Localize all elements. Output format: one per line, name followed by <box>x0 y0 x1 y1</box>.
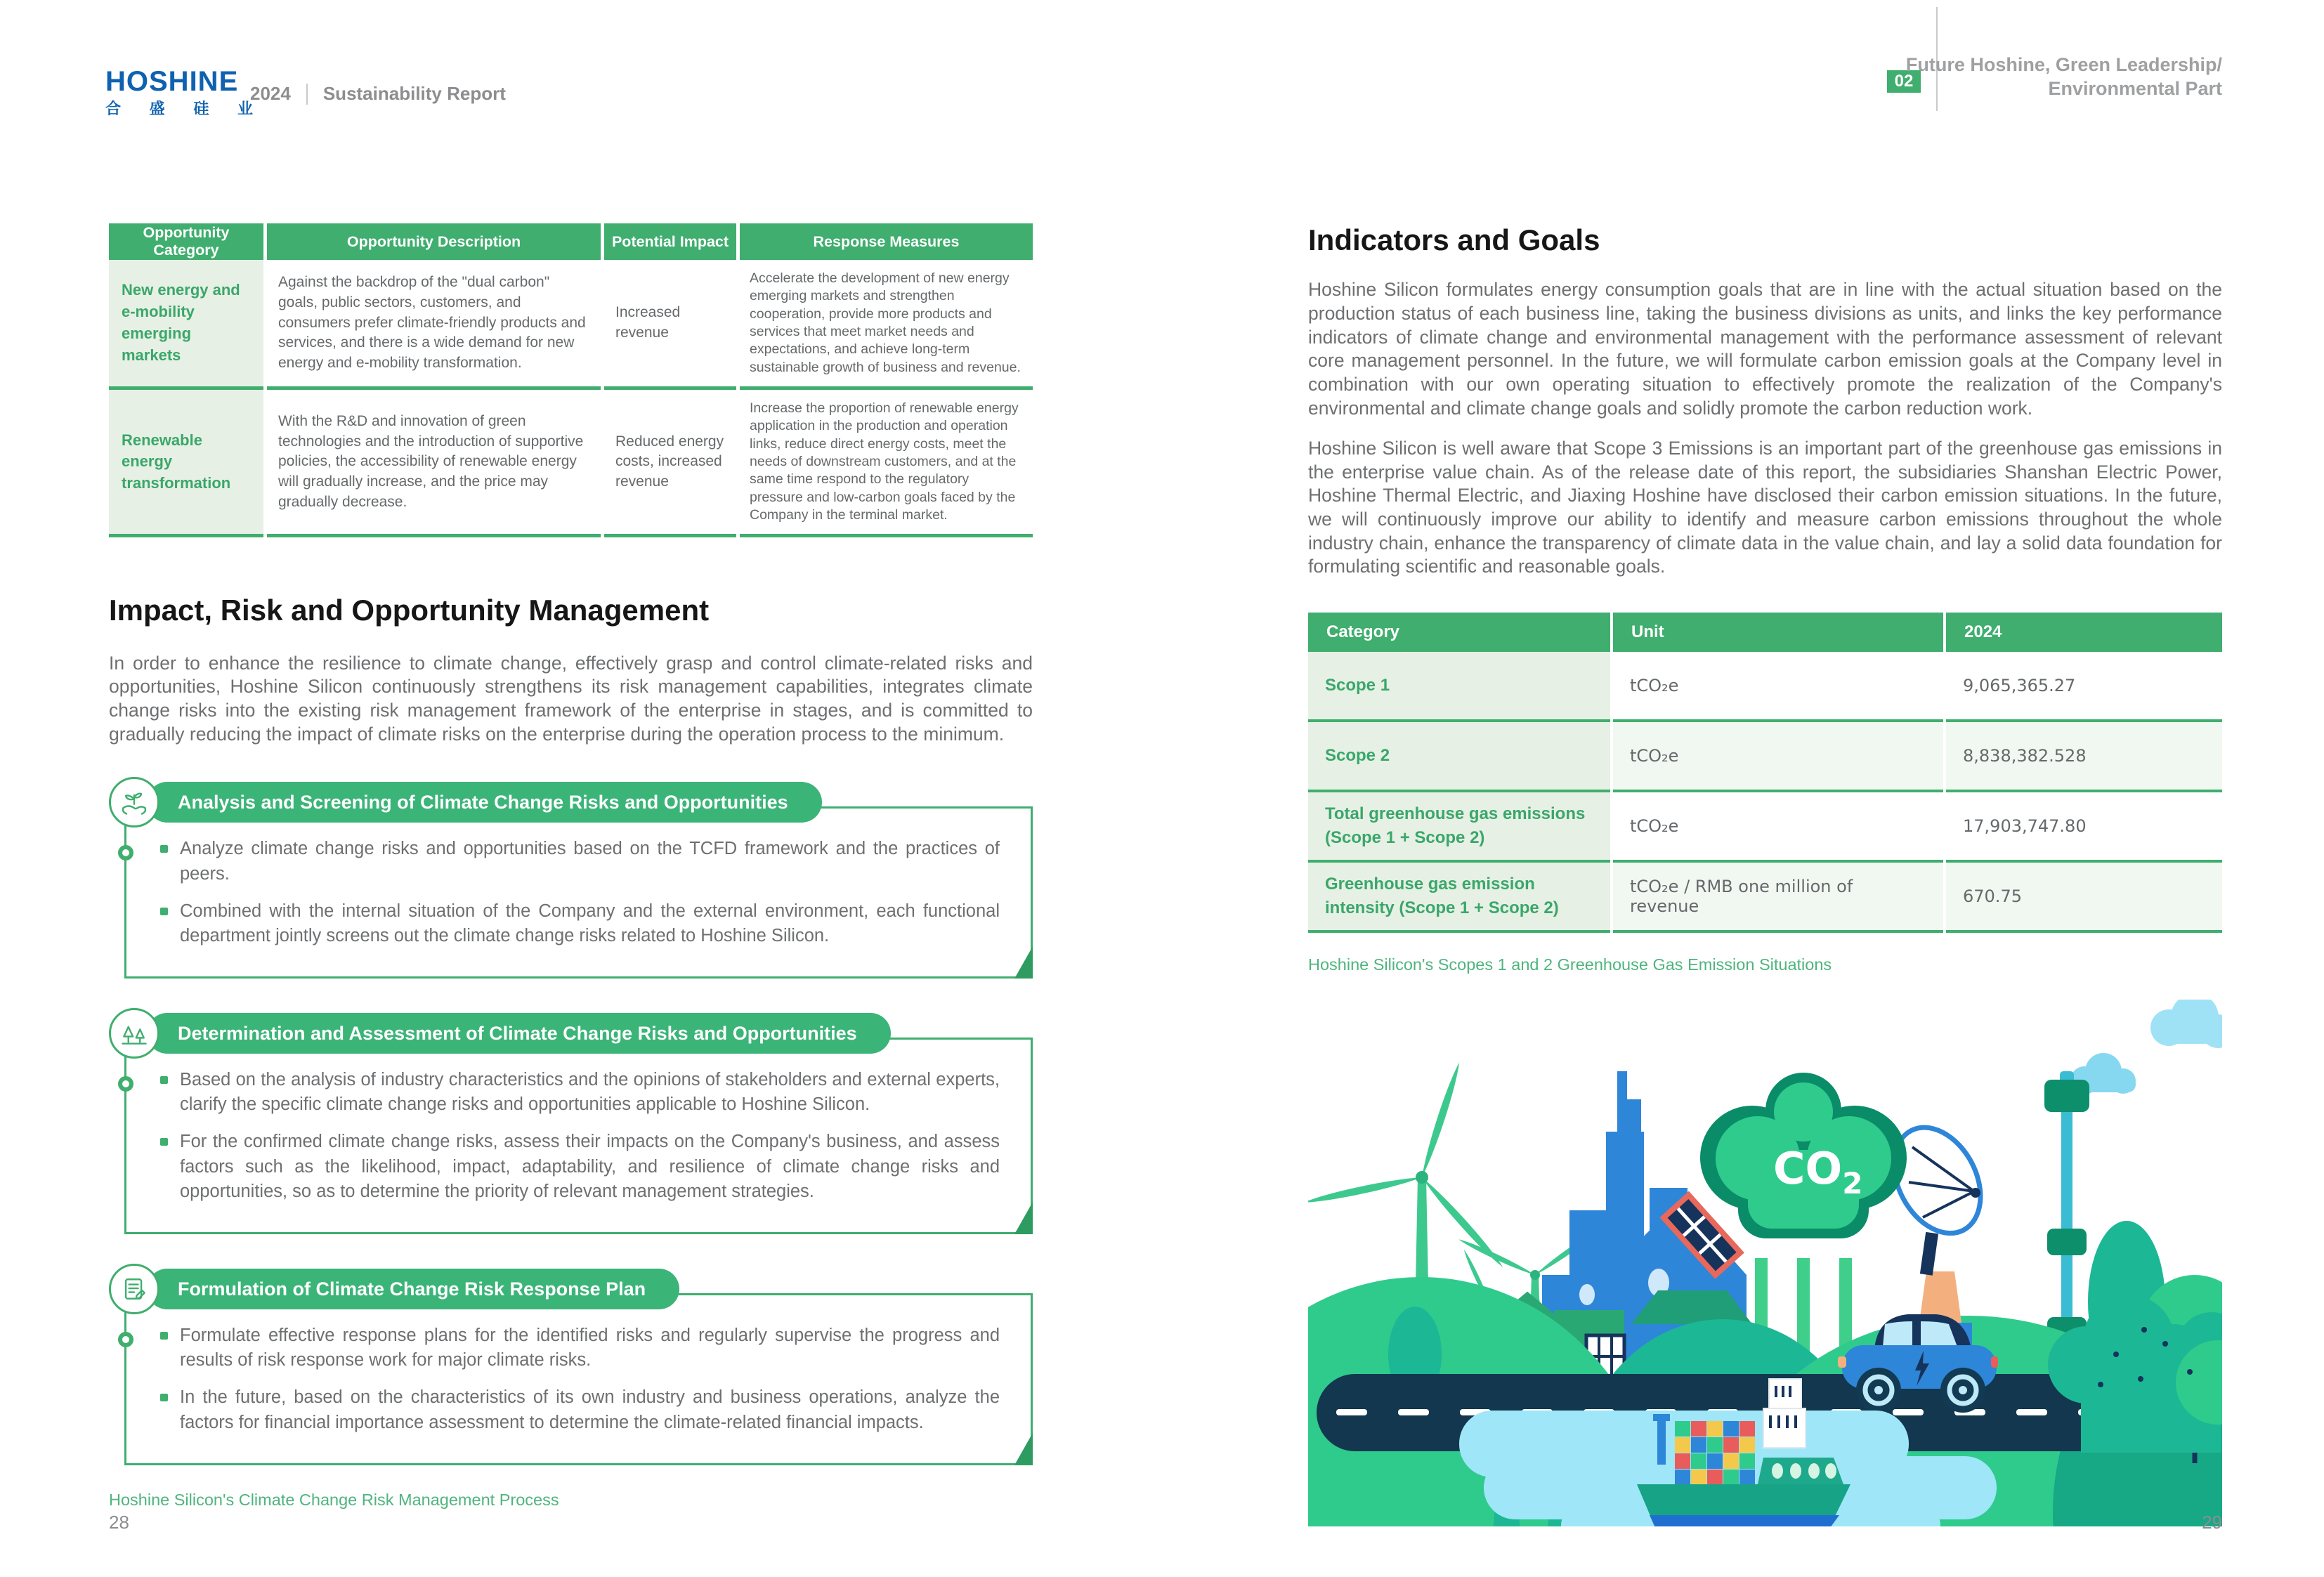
indicators-paragraph-1: Hoshine Silicon formulates energy consumption goals that are in line with the actual situation based on the production status of each business line, taking the business divisions as units, and links the key performance indicators of climate change and environmental management with the performance assessment of relevant core management personnel. In the future, we will formulate carbon emission goals at the Company level in combination with our own operating situation to effectively promote the realization of the Company's environmental and climate change goals and solidly promote the carbon reduction work. <box>1308 279 2222 419</box>
table-cell-measures: Accelerate the development of new energy emerging markets and strengthen cooperation, provide more products and services that meet market needs and expectations, and achieve long-term sustainable growth of business and revenue. <box>740 260 1033 390</box>
process-pill-title: Formulation of Climate Change Risk Response Plan <box>147 1269 679 1309</box>
page-number-left: 28 <box>109 1512 129 1533</box>
column-header: Opportunity Description <box>267 223 601 260</box>
table-cell-value: 670.75 <box>1946 863 2222 933</box>
table-cell-measures: Increase the proportion of renewable energy application in the production and operation links, reduce direct energy costs, meet the needs of downstream customers, and at the same time respond to the regulatory pressure and low-carbon goals faced by the Company in the terminal market. <box>740 390 1033 537</box>
folded-corner <box>1014 946 1033 979</box>
table-cell-unit: tCO₂e <box>1613 792 1943 863</box>
table-cell-category: Total greenhouse gas emissions (Scope 1 + Scope 2) <box>1308 792 1610 863</box>
report-title-line <box>250 83 506 105</box>
table-cell-category: Scope 2 <box>1308 722 1610 792</box>
table-cell-description: With the R&D and innovation of green technologies and the introduction of supportive policies, the accessibility of renewable energy will gradually increase, and the price may gradually decrease. <box>267 390 601 537</box>
process-bullet: In the future, based on the characteristics of its own industry and business operations, analyze the factors for financial importance assessment to determine the climate-related financial impacts. <box>156 1385 1000 1434</box>
opportunity-table <box>109 223 1033 537</box>
table-cell-value: 9,065,365.27 <box>1946 652 2222 722</box>
intro-paragraph: In order to enhance the resilience to climate change, effectively grasp and control climate-related risks and opportunities, Hoshine Silicon continuously strengthens its risk management capabilities, integrates climate change risks into the existing risk management framework of the enterprise in stages, and is committed to gradually reducing the impact of climate risks on the enterprise during the operation process to the minimum. <box>109 652 1033 745</box>
table-cell-unit: tCO₂e <box>1613 652 1943 722</box>
column-header: Category <box>1308 613 1610 652</box>
table-cell-category: Scope 1 <box>1308 652 1610 722</box>
table-cell-category: Greenhouse gas emission intensity (Scope 1 + Scope 2) <box>1308 863 1610 933</box>
page-right <box>1308 223 2222 1526</box>
process-block-determination <box>109 1008 1033 1234</box>
logo-chinese: 合 盛 硅 业 <box>105 100 253 117</box>
column-header: Opportunity Category <box>109 223 263 260</box>
folded-corner <box>1014 1202 1033 1234</box>
process-block-formulation <box>109 1264 1033 1465</box>
table-cell-value: 8,838,382.528 <box>1946 722 2222 792</box>
report-year: 2024 <box>250 83 291 104</box>
process-bullet: Combined with the internal situation of the Company and the external environment, each functional department jointly screens out the climate change risks related to Hoshine Silicon. <box>156 899 1000 948</box>
process-bullet: For the confirmed climate change risks, assess their impacts on the Company's business, and assess factors such as the likelihood, impact, adaptability, and resilience of climate change risks and opportunities, so as to determine the priority of relevant management strategies. <box>156 1130 1000 1204</box>
chapter-title: Future Hoshine, Green Leadership/ Environmental Part <box>1905 54 2222 99</box>
table-cell-impact: Increased revenue <box>604 260 736 390</box>
document-plan-icon <box>109 1264 159 1314</box>
section-title-impact-risk: Impact, Risk and Opportunity Management <box>109 594 710 627</box>
eco-city-illustration <box>1308 1000 2222 1526</box>
figure-caption: Hoshine Silicon's Climate Change Risk Management Process <box>109 1490 559 1509</box>
folded-corner <box>1014 1433 1033 1465</box>
trees-assessment-icon <box>109 1008 159 1059</box>
logo-wordmark: HOSHINE <box>105 66 239 97</box>
page-number-right: 29 <box>2202 1512 2222 1533</box>
divider <box>306 84 308 105</box>
table-cell-description: Against the backdrop of the "dual carbon" goals, public sectors, customers, and consumers prefer climate-friendly products and services, and there is a wide demand for new energy and e-mobility transformation. <box>267 260 601 390</box>
chapter-number-badge: 02 <box>1887 70 1921 93</box>
table-cell-category: Renewable energy transformation <box>109 390 263 537</box>
process-bullet: Based on the analysis of industry characteristics and the opinions of stakeholders and external experts, clarify the specific climate change risks and opportunities applicable to Hoshine Silicon. <box>156 1068 1000 1117</box>
table-cell-unit: tCO₂e <box>1613 722 1943 792</box>
ghg-table <box>1308 613 2222 933</box>
process-bullet: Analyze climate change risks and opportunities based on the TCFD framework and the practices of peers. <box>156 837 1000 886</box>
connector-ring <box>118 845 133 861</box>
indicators-paragraph-2: Hoshine Silicon is well aware that Scope 3 Emissions is an important part of the greenhouse gas emissions in the enterprise value chain. As of the release date of this report, the subsidiaries Shanshan Electric Power, Hoshine Thermal Electric, and Jiaxing Hoshine have disclosed their carbon emission situations. In the future, we will continuously improve our ability to identify and measure carbon emissions throughout the whole industry chain, enhance the transparency of climate data in the value chain, and lay a solid data foundation for formulating scientific and reasonable goals. <box>1308 438 2222 577</box>
column-header: 2024 <box>1946 613 2222 652</box>
co2-cloud <box>1700 1073 1907 1238</box>
connector-ring <box>118 1332 133 1347</box>
process-pill-title: Determination and Assessment of Climate Change Risks and Opportunities <box>147 1013 891 1054</box>
process-block-analysis <box>109 777 1033 979</box>
table-cell-impact: Reduced energy costs, increased revenue <box>604 390 736 537</box>
table-cell-unit: tCO₂e / RMB one million of revenue <box>1613 863 1943 933</box>
column-header: Unit <box>1613 613 1943 652</box>
column-header: Potential Impact <box>604 223 736 260</box>
hoshine-logo <box>105 67 253 119</box>
section-title-indicators: Indicators and Goals <box>1308 223 1600 256</box>
column-header: Response Measures <box>740 223 1033 260</box>
table-cell-category: New energy and e-mobility emerging markets <box>109 260 263 390</box>
report-title: Sustainability Report <box>322 83 506 104</box>
sky-clouds <box>2070 1000 2222 1094</box>
process-pill-title: Analysis and Screening of Climate Change Risks and Opportunities <box>147 782 822 823</box>
connector-ring <box>118 1076 133 1092</box>
process-bullet: Formulate effective response plans for the identified risks and regularly supervise the progress and results of risk response work for major climate risks. <box>156 1323 1000 1373</box>
page-left <box>109 223 1033 1510</box>
figure-caption: Hoshine Silicon's Scopes 1 and 2 Greenhouse Gas Emission Situations <box>1308 955 1832 974</box>
plant-in-hands-icon <box>109 777 159 827</box>
co2-label: $CO_2$ <box>1773 1142 1863 1200</box>
table-cell-value: 17,903,747.80 <box>1946 792 2222 863</box>
